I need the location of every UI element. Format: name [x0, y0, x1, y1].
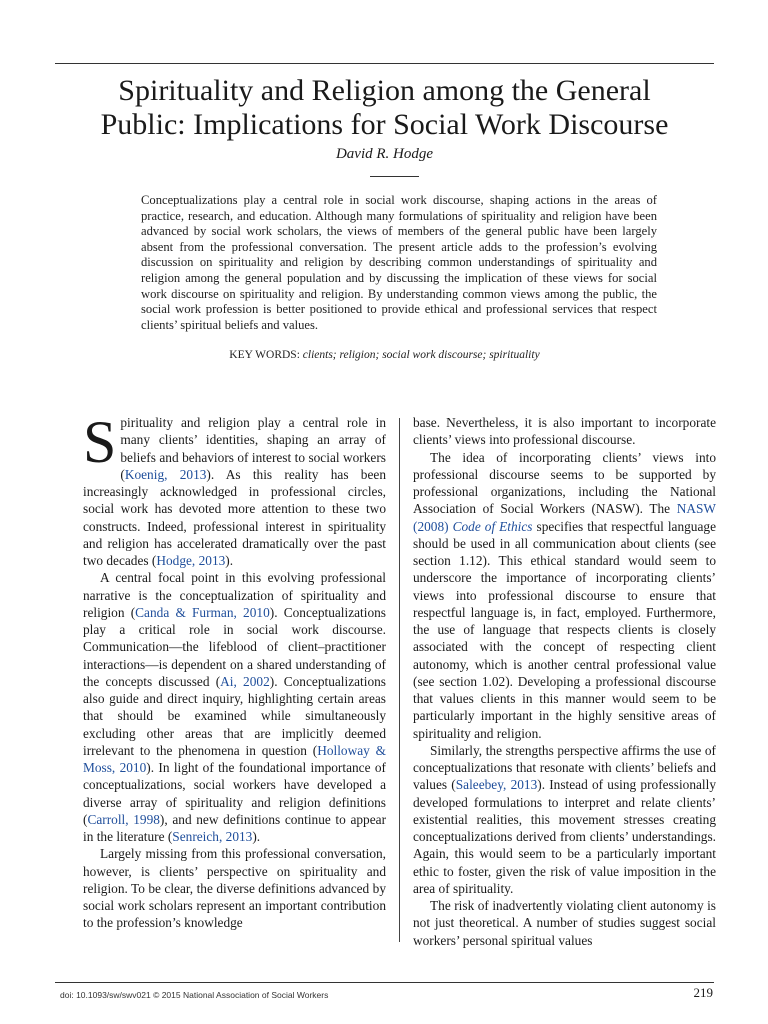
abstract: Conceptualizations play a central role in social work discourse, shaping actions in the areas of practice, research, and education. Although many formulations of spirituality and religion have been advanced by social work scholars, the views of members of the general public have been largely absent from the professional conversation. The present article adds to the profession’s evolving discussion on spirituality and religion by describing common understandings of spirituality and religion among the general population and by discussing the implication of these views for social work discourse on spirituality and religion. By understanding common views among the public, the social work profession is better positioned to provide ethical and professional services that respect clients’ spiritual beliefs and values.: [141, 193, 657, 332]
top-rule: [55, 63, 714, 64]
text-span: ), and new definitions continue to appear in the literature (: [83, 811, 387, 844]
citation-link[interactable]: Ai, 2002: [220, 673, 270, 689]
text-span: Largely missing from this professional conversation, however, is clients’ perspective on spirituality and religion. To be clear, the diverse definitions advanced by social work scholars represent an important contribution to the profession’s knowledge: [83, 846, 386, 931]
title-line-2: Public: Implications for Social Work Discourse: [100, 108, 669, 141]
citation-link[interactable]: Holloway & Moss, 2010: [83, 742, 386, 775]
title-line-1: Spirituality and Religion among the General: [118, 74, 651, 107]
author-name: David R. Hodge: [335, 146, 434, 162]
citation-link[interactable]: Carroll, 1998: [87, 811, 160, 827]
code-of-ethics-link[interactable]: Code of Ethics: [452, 518, 533, 534]
text-span: The risk of inadvertently violating client autonomy is not just theoretical. A number of studies suggest social workers’ personal spiritual values: [413, 898, 716, 948]
text-span: specifies that respectful language should be used in all communication about clients (see section 1.12). This ethical standard would seem to underscore the importance of incorporating clients’ views into professional discourse to ensure that respectful language is, in fact, employed. Furthermore, the use of language that respects clients is closely associated with the concept of respecting client autonomy, which is another central professional value (see section 1.02). Developing a professional discourse that values clients in this manner would seem to be particularly important in the highly sensitive areas of spirituality and religion.: [413, 518, 716, 741]
left-paragraph-2: [83, 569, 386, 845]
text-span: Similarly, the strengths perspective affirms the use of conceptualizations that resonate with clients’ beliefs and values (: [413, 742, 716, 793]
citation-link[interactable]: Canda & Furman, 2010: [135, 604, 270, 620]
text-span: ). As this reality has been increasingly acknowledged in professional circles, social work has devoted more attention to these two constructs. Indeed, professional interest in spirituality and religion has accelerated dramatically over the past two decades (: [83, 466, 386, 568]
text-span: The idea of incorporating clients’ views into professional discourse seems to be supported by professional organizations, including the National Association of Social Workers (NASW). The: [413, 449, 716, 517]
article-title: [55, 74, 714, 142]
left-column: [83, 409, 387, 932]
citation-link[interactable]: NASW (2008): [413, 501, 716, 534]
right-paragraph-1: [413, 414, 716, 449]
right-paragraph-2: [413, 449, 716, 742]
left-paragraph-1: [83, 409, 386, 569]
text-span: ). Instead of using professionally developed formulations to interpret and relate clients’ existential realities, this movement stresses creating conceptualizations derived from clients’ understandings. Again, this would seem to be a particularly important ethic to foster, given the risk of value imposition in the area of spirituality.: [413, 777, 717, 896]
text-span: A central focal point in this evolving professional narrative is the conceptualization of spirituality and religion (: [83, 570, 386, 620]
citation-link[interactable]: Hodge, 2013: [156, 553, 226, 568]
right-column: [413, 414, 716, 949]
citation-link[interactable]: Saleebey, 2013: [455, 777, 538, 793]
text-span: ). Conceptualizations play a critical role in social work discourse. Communication—the lifeblood of client–practitioner interactions—is dependent on a shared understanding of the concepts discussed (: [83, 604, 386, 689]
keywords-terms: clients; religion; social work discourse; spirituality: [302, 349, 540, 361]
keywords: [55, 349, 714, 361]
right-paragraph-3: [413, 742, 716, 897]
bottom-rule: [55, 982, 714, 983]
keywords-label: KEY WORDS:: [229, 349, 300, 361]
text-span: pirituality and religion play a central role in many clients’ identities, shaping an array of beliefs and behaviors of interest to social workers (: [120, 415, 386, 482]
text-span: ).: [252, 829, 261, 844]
citation-link[interactable]: Senreich, 2013: [172, 829, 253, 844]
text-span: base. Nevertheless, it is also important to incorporate clients’ views into professional discourse.: [413, 415, 716, 448]
footer-doi: doi: 10.1093/sw/swv021 © 2015 National Association of Social Workers: [60, 990, 329, 1000]
drop-cap: S: [83, 409, 117, 475]
left-paragraph-3: [83, 845, 386, 931]
text-span: ).: [225, 553, 234, 568]
right-paragraph-4: [413, 897, 716, 949]
text-span: ). Conceptualizations also guide and direct inquiry, highlighting certain areas that should be examined while simultaneously excluding other areas that are implicitly deemed irrelevant to the phenomena in question (: [83, 673, 387, 758]
page-number: 219: [693, 985, 713, 1000]
citation-link[interactable]: Koenig, 2013: [124, 466, 207, 482]
column-divider: [399, 418, 400, 942]
author-rule: [370, 176, 419, 177]
text-span: ). In light of the foundational importance of conceptualizations, social workers have developed a diverse array of spirituality and religion definitions (: [83, 760, 386, 827]
